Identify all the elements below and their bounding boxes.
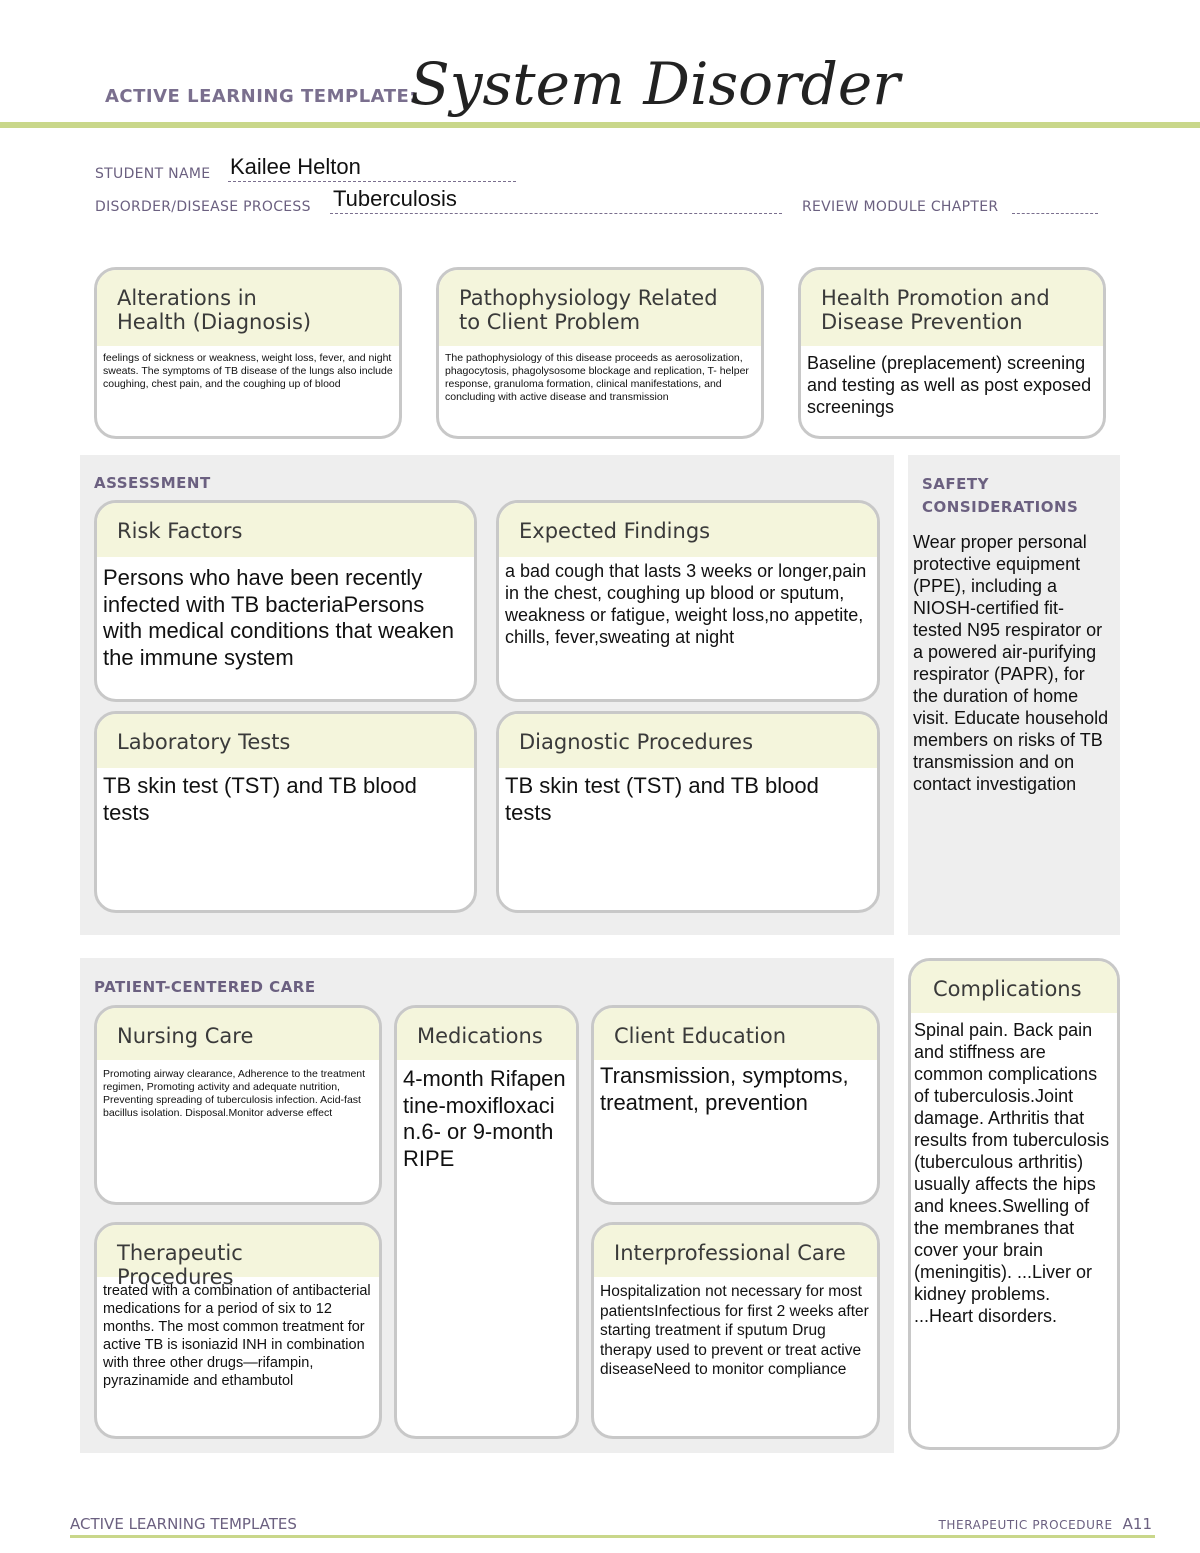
diagnostic-procedures-body: TB skin test (TST) and TB blood tests [505,773,819,825]
laboratory-tests-card [94,711,477,913]
interprofessional-care-body: Hospitalization not necessary for most patientsInfectious for first 2 weeks after starting treatment if sputum Drug therapy used to prevent or treat active diseaseNeed to monitor compliance [600,1283,869,1378]
nursing-care-card [94,1005,382,1205]
student-name-label: STUDENT NAME [95,166,211,182]
alterations-title-line2: Health (Diagnosis) [117,310,312,334]
health-promotion-header [801,270,1103,346]
disorder-value: Tuberculosis [333,186,457,211]
footer-divider [70,1535,1155,1538]
safety-body: Wear proper personal protective equipment (PPE), including a NIOSH-certified fit-tested N95 respirator or a powered air-purifying respirator (PAPR), for the duration of home visit. Educate household members on risks of TB transmission and on contact investigation [913,532,1109,794]
student-name-field[interactable] [228,154,516,182]
expected-findings-body: a bad cough that lasts 3 weeks or longer,pain in the chest, coughing up blood or sputum, weakness or fatigue, weight loss,no appetite, chills, fever,sweating at night [505,561,867,647]
complications-title: Complications [911,961,1117,1013]
disorder-field[interactable] [330,186,782,214]
interprofessional-care-card [591,1222,880,1439]
risk-factors-title: Risk Factors [97,503,474,557]
medications-title: Medications [397,1008,576,1060]
medications-body: 4-month Rifapentine-moxifloxacin.6- or 9-month RIPE [403,1066,566,1171]
diagnostic-procedures-card [496,711,880,913]
pathophysiology-card [436,267,764,439]
safety-label [922,473,1078,519]
complications-card [908,958,1120,1450]
therapeutic-procedures-title: Therapeutic Procedures [97,1225,379,1277]
health-promotion-body: Baseline (preplacement) screening and testing as well as post exposed screenings [807,353,1092,417]
alterations-title-line1: Alterations in [117,286,257,310]
client-education-title: Client Education [594,1008,877,1060]
footer-left-label: ACTIVE LEARNING TEMPLATES [70,1515,297,1533]
laboratory-tests-title: Laboratory Tests [97,714,474,768]
review-module-label: REVIEW MODULE CHAPTER [802,199,999,215]
health-promotion-title-line1: Health Promotion and [821,286,1050,310]
footer-section-label: THERAPEUTIC PROCEDURE [938,1518,1113,1532]
footer-page-number: A11 [1122,1515,1152,1533]
alterations-body: feelings of sickness or weakness, weight loss, fever, and night sweats. The symptoms of TB disease of the lungs also include coughing, chest pain, and the coughing up of blood [103,352,393,390]
risk-factors-card [94,500,477,702]
therapeutic-procedures-body: treated with a combination of antibacterial medications for a period of six to 12 months. The most common treatment for active TB is isoniazid INH in combination with three other drugs—rifampin, pyrazinamide and ethambutol [103,1283,371,1389]
pathophysiology-title-line1: Pathophysiology Related [459,286,718,310]
medications-card [394,1005,579,1439]
client-education-card [591,1005,880,1205]
expected-findings-card [496,500,880,702]
pathophysiology-header [439,270,761,346]
page-title: System Disorder [410,50,900,118]
student-name-value: Kailee Helton [230,154,361,179]
safety-label-line2: CONSIDERATIONS [922,498,1079,516]
client-education-body: Transmission, symptoms, treatment, prevention [600,1063,849,1115]
risk-factors-body: Persons who have been recently infected with TB bacteriaPersons with medical conditions that weaken the immune system [103,565,454,670]
pathophysiology-body: The pathophysiology of this disease proceeds as aerosolization, phagocytosis, phagolysosome blockage and replication, T- helper response, granuloma formation, clinical manifestations, and concluding with active disease and transmission [445,352,749,403]
complications-body: Spinal pain. Back pain and stiffness are common complications of tuberculosis.Joint damage. Arthritis that results from tuberculosis (tuberculous arthritis) usually affects the hips and knees.Swelling of the membranes that cover your brain (meningitis). ...Liver or kidney problems. ...Heart disorders. [914,1020,1110,1326]
health-promotion-title-line2: Disease Prevention [821,310,1023,334]
disorder-label: DISORDER/DISEASE PROCESS [95,199,311,215]
nursing-care-title: Nursing Care [97,1008,379,1060]
nursing-care-body: Promoting airway clearance, Adherence to the treatment regimen, Promoting activity and adequate nutrition, Preventing spreading of tuberculosis infection. Acid-fast bacillus isolation. Disposal.Monitor adverse effect [103,1068,366,1119]
patient-centered-care-label: PATIENT-CENTERED CARE [94,978,316,996]
interprofessional-care-title: Interprofessional Care [594,1225,877,1277]
footer-right-label [938,1515,1152,1533]
header-divider [0,122,1200,128]
diagnostic-procedures-title: Diagnostic Procedures [499,714,877,768]
health-promotion-card [798,267,1106,439]
assessment-label: ASSESSMENT [94,474,211,492]
therapeutic-procedures-card [94,1222,382,1439]
safety-label-line1: SAFETY [922,475,989,493]
laboratory-tests-body: TB skin test (TST) and TB blood tests [103,773,417,825]
review-module-field[interactable] [1012,192,1098,214]
alterations-card [94,267,402,439]
pathophysiology-title-line2: to Client Problem [459,310,641,334]
alterations-header [97,270,399,346]
template-label: ACTIVE LEARNING TEMPLATE: [105,86,417,107]
expected-findings-title: Expected Findings [499,503,877,557]
